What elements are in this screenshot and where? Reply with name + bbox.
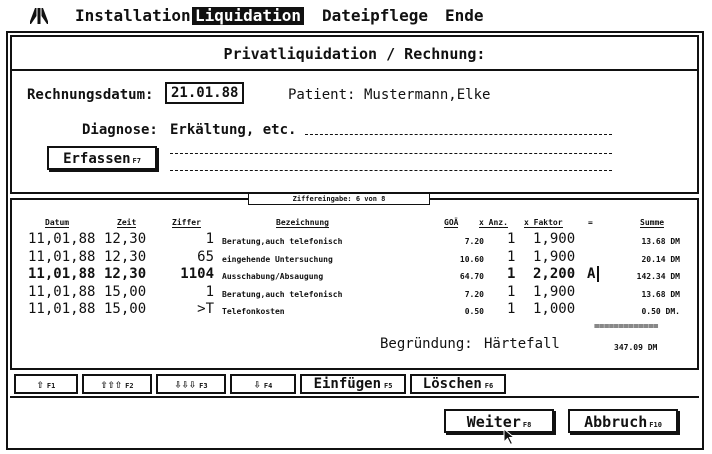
- row-code[interactable]: 1: [205, 284, 214, 300]
- row-code[interactable]: 1104: [180, 266, 214, 282]
- row-description: Beratung,auch telefonisch: [222, 237, 343, 246]
- col-datum: Datum: [45, 218, 70, 227]
- row-count: 1: [507, 284, 516, 300]
- col-anzahl: x Anz.: [479, 218, 508, 227]
- arrow-up-icon: ⇧: [36, 377, 44, 391]
- f5-key: F5: [384, 382, 393, 390]
- cancel-button-key: F10: [649, 421, 662, 429]
- cancel-button-label: Abbruch: [584, 413, 648, 431]
- arrow-down-icon: ⇩: [253, 377, 261, 391]
- row-time: 15,00: [104, 284, 147, 300]
- f1-key: F1: [46, 382, 56, 390]
- row-goa: 7.20: [464, 237, 484, 246]
- patient-label: Patient:: [288, 87, 356, 103]
- diagnosis-label: Diagnose:: [82, 122, 158, 138]
- menu-ende[interactable]: Ende: [445, 6, 484, 25]
- col-faktor: x Faktor: [524, 218, 563, 227]
- col-zeit: Zeit: [117, 218, 137, 227]
- col-bezeichnung: Bezeichnung: [276, 218, 329, 227]
- row-factor[interactable]: 1,900: [533, 284, 576, 300]
- page-down-button[interactable]: [156, 374, 226, 394]
- row-time: 12,30: [104, 249, 147, 265]
- col-ziffer: Ziffer: [172, 218, 201, 227]
- page-up-button[interactable]: [82, 374, 152, 394]
- row-goa: 10.60: [459, 255, 484, 264]
- delete-button-label: Löschen: [422, 376, 482, 392]
- col-equals: =: [588, 218, 593, 227]
- row-sum: 13.68 DM: [641, 290, 680, 299]
- row-factor[interactable]: 1,900: [533, 231, 576, 247]
- col-goa: GOÄ: [444, 218, 459, 227]
- diagnosis-field[interactable]: Erkältung, etc.: [170, 122, 297, 138]
- scroll-up-button[interactable]: [14, 374, 78, 394]
- f6-key: F6: [484, 382, 494, 390]
- scroll-down-button[interactable]: [230, 374, 296, 394]
- row-flag: A: [587, 266, 596, 282]
- function-bar-rule: [10, 396, 699, 398]
- menu-bar: [0, 0, 712, 30]
- invoice-date-field[interactable]: 21.01.88: [165, 82, 244, 104]
- insert-button[interactable]: [300, 374, 406, 394]
- next-button-key: F8: [522, 421, 532, 429]
- capture-button-key: F7: [132, 157, 141, 165]
- row-description: Beratung,auch telefonisch: [222, 290, 343, 299]
- row-time: 12,30: [104, 266, 147, 282]
- row-date: 11,01,88: [28, 249, 96, 265]
- row-date: 11,01,88: [28, 284, 96, 300]
- diagnosis-line-3: [170, 170, 612, 171]
- row-factor[interactable]: 1,000: [533, 301, 576, 317]
- row-count: 1: [507, 249, 516, 265]
- row-goa: 7.20: [464, 290, 484, 299]
- entry-counter: Ziffereingabe: 6 von 8: [248, 193, 430, 205]
- window-title: Privatliquidation / Rechnung:: [223, 45, 486, 63]
- row-time: 15,00: [104, 301, 147, 317]
- sum-rule: =============: [594, 322, 658, 332]
- f4-key: F4: [263, 382, 273, 390]
- row-factor[interactable]: 1,900: [533, 249, 576, 265]
- row-goa: 0.50: [464, 307, 484, 316]
- total-sum: 347.09 DM: [614, 343, 658, 352]
- diagnosis-line-2: [170, 153, 612, 154]
- row-count: 1: [507, 266, 516, 282]
- triple-arrow-up-icon: ⇧⇧⇧: [100, 377, 123, 391]
- capture-button-label: Erfassen: [63, 151, 131, 167]
- diagnosis-line-1: [305, 134, 612, 135]
- f2-key: F2: [125, 382, 134, 390]
- justification-label: Begründung:: [380, 336, 473, 352]
- row-description: Ausschabung/Absaugung: [222, 272, 324, 281]
- next-button[interactable]: [444, 409, 554, 433]
- atari-logo-icon[interactable]: [30, 8, 48, 24]
- menu-liquidation[interactable]: Liquidation: [192, 7, 304, 25]
- row-code[interactable]: 65: [197, 249, 214, 265]
- row-sum: 142.34 DM: [636, 272, 680, 281]
- delete-button[interactable]: [410, 374, 506, 394]
- col-summe: Summe: [640, 218, 665, 227]
- row-sum: 0.50 DM.: [641, 307, 680, 316]
- row-code[interactable]: 1: [205, 231, 214, 247]
- mouse-pointer-icon: [503, 428, 517, 446]
- f3-key: F3: [199, 382, 208, 390]
- row-description: Telefonkosten: [222, 307, 285, 316]
- patient-name: Mustermann,Elke: [364, 87, 491, 103]
- row-count: 1: [507, 231, 516, 247]
- triple-arrow-down-icon: ⇩⇩⇩: [174, 377, 197, 391]
- text-cursor: [597, 266, 599, 282]
- row-code[interactable]: >T: [197, 301, 214, 317]
- row-factor[interactable]: 2,200: [533, 266, 576, 282]
- row-sum: 13.68 DM: [641, 237, 680, 246]
- row-description: eingehende Untersuchung: [222, 255, 333, 264]
- menu-installation[interactable]: Installation: [75, 6, 191, 25]
- row-sum: 20.14 DM: [641, 255, 680, 264]
- invoice-date-label: Rechnungsdatum:: [27, 87, 154, 103]
- cancel-button[interactable]: [568, 409, 678, 433]
- row-date: 11,01,88: [28, 301, 96, 317]
- row-count: 1: [507, 301, 516, 317]
- insert-button-label: Einfügen: [313, 376, 381, 392]
- menu-dateipflege[interactable]: Dateipflege: [322, 6, 428, 25]
- row-date: 11,01,88: [28, 266, 96, 282]
- row-time: 12,30: [104, 231, 147, 247]
- row-goa: 64.70: [459, 272, 484, 281]
- justification-value[interactable]: Härtefall: [484, 336, 560, 352]
- title-bar: [10, 35, 699, 71]
- capture-button[interactable]: [47, 146, 157, 170]
- next-button-label: Weiter: [466, 413, 521, 431]
- row-date: 11,01,88: [28, 231, 96, 247]
